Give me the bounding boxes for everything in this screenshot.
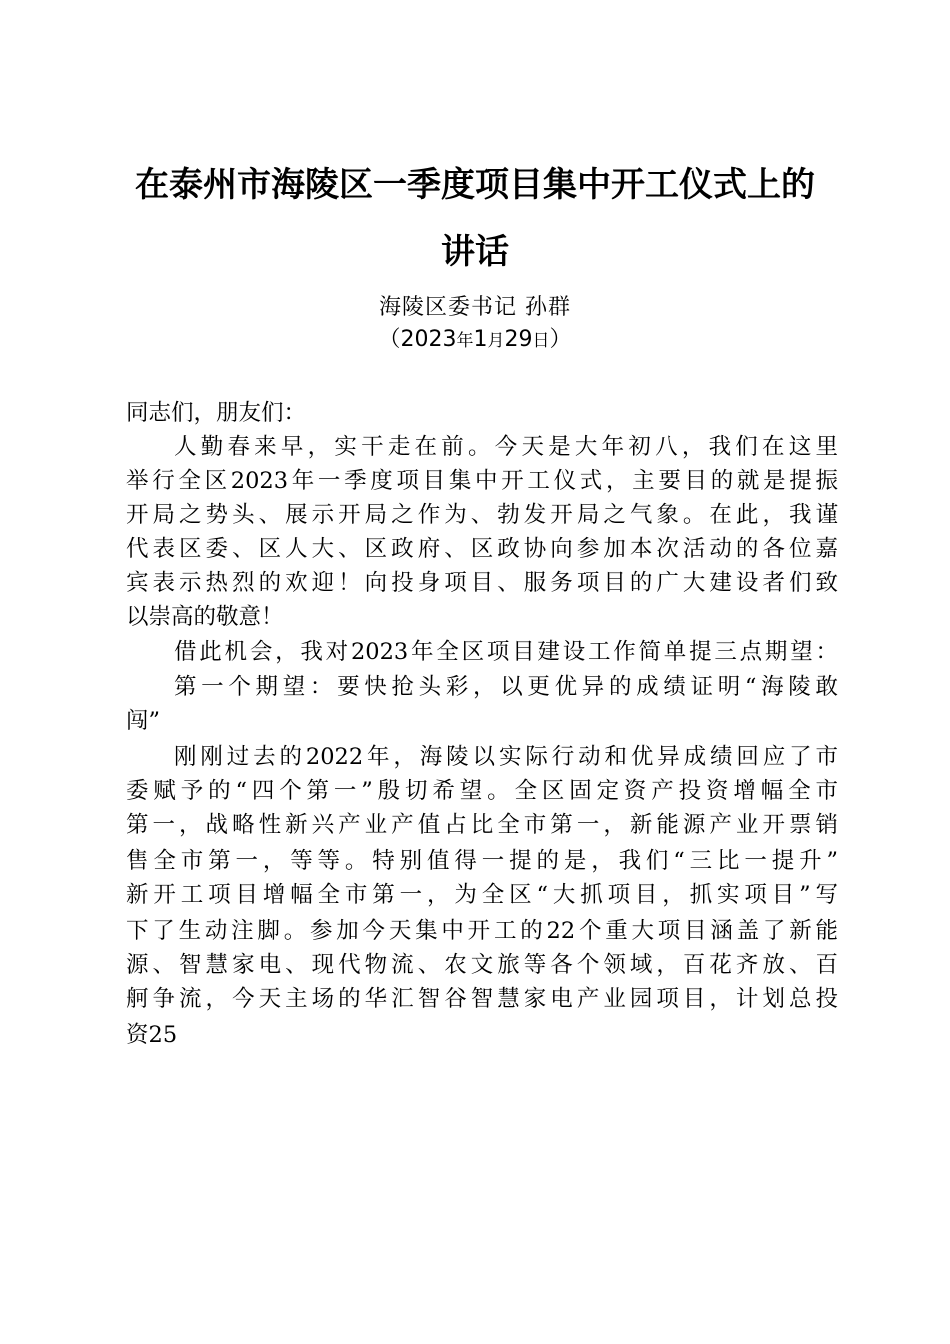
body-line-19: 资25 [126,1022,178,1048]
body-line-4: 开局之势头、展示开局之作为、勃发开局之气象。在此，我谨 [126,502,838,528]
body-line-18: 舸争流，今天主场的华汇智谷智慧家电产业园项目，计划总投 [126,986,838,1012]
body-line-7: 以崇高的敬意！ [126,604,284,630]
date-month-char: 月 [487,331,505,351]
body-line-12: 委赋予的“四个第一”殷切希望。全区固定资产投资增幅全市 [126,778,838,804]
body-line-3: 举行全区2023年一季度项目集中开工仪式，主要目的就是提振 [126,468,838,494]
body-line-6: 宾表示热烈的欢迎！向投身项目、服务项目的广大建设者们致 [126,570,838,596]
body-line-5: 代表区委、区人大、区政府、区政协向参加本次活动的各位嘉 [126,536,838,562]
body-line-9: 第一个期望：要快抢头彩，以更优异的成绩证明“海陵敢 [174,674,838,700]
body-line-16: 下了生动注脚。参加今天集中开工的22个重大项目涵盖了新能 [126,918,838,944]
document-title-line-2: 讲话 [441,232,509,272]
body-line-1: 同志们，朋友们： [126,400,307,426]
author-line: 海陵区委书记 孙群 [379,295,571,320]
date-year-char: 年 [456,331,474,351]
body-line-8: 借此机会，我对2023年全区项目建设工作简单提三点期望： [174,639,838,665]
body-line-13: 第一，战略性新兴产业产值占比全市第一，新能源产业开票销 [126,812,838,838]
body-line-15: 新开工项目增幅全市第一，为全区“大抓项目，抓实项目”写 [126,882,838,908]
date-open: （2023 [378,327,457,352]
body-line-11: 刚刚过去的2022年，海陵以实际行动和优异成绩回应了市 [174,744,838,770]
document-title-line-1: 在泰州市海陵区一季度项目集中开工仪式上的 [135,165,815,205]
body-line-2: 人勤春来早，实干走在前。今天是大年初八，我们在这里 [174,434,838,460]
body-line-14: 售全市第一，等等。特别值得一提的是，我们“三比一提升” [126,848,838,874]
date-day: 29 [504,327,533,352]
date-day-char: 日 [532,331,550,351]
body-line-10: 闯” [126,708,161,734]
date-month: 1 [473,327,488,352]
date-close: ） [549,327,572,352]
date-line [110,325,840,356]
body-line-17: 源、智慧家电、现代物流、农文旅等各个领域，百花齐放、百 [126,952,838,978]
